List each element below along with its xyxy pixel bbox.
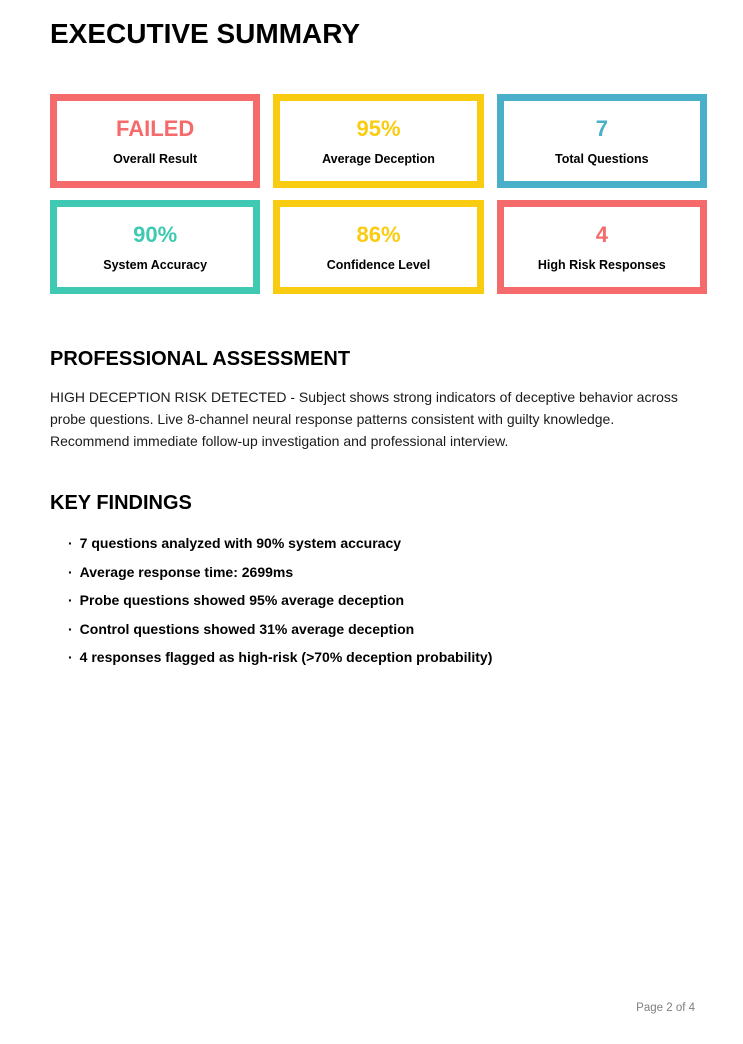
page-number: Page 2 of 4 (636, 1002, 695, 1014)
summary-card-value: 95% (356, 115, 401, 141)
finding-item (68, 649, 695, 666)
key-findings-heading: KEY FINDINGS (50, 492, 192, 515)
finding-text: 7 questions analyzed with 90% system accuracy (79, 535, 402, 552)
finding-text: Average response time: 2699ms (79, 563, 294, 580)
finding-text: 4 responses flagged as high-risk (>70% deception probability) (79, 649, 493, 666)
finding-item (68, 592, 695, 609)
finding-item (68, 535, 695, 552)
summary-card (497, 200, 707, 294)
summary-card-label: High Risk Responses (537, 257, 666, 272)
summary-card-value: 86% (356, 221, 401, 247)
key-findings-list (50, 535, 695, 666)
summary-card-label: Average Deception (322, 151, 435, 166)
summary-card-value: 4 (595, 221, 608, 247)
bullet-icon: · (68, 592, 73, 609)
summary-card-label: System Accuracy (103, 257, 208, 272)
summary-card (273, 94, 483, 188)
bullet-icon: · (68, 620, 73, 637)
summary-card-label: Total Questions (555, 151, 649, 166)
summary-cards (50, 94, 707, 294)
assessment-heading: PROFESSIONAL ASSESSMENT (50, 348, 351, 371)
page-title: EXECUTIVE SUMMARY (50, 18, 361, 49)
summary-card-value: FAILED (116, 115, 195, 141)
finding-text: Probe questions showed 95% average deception (79, 592, 405, 609)
summary-card-label: Overall Result (113, 151, 198, 166)
bullet-icon: · (68, 535, 73, 552)
finding-text: Control questions showed 31% average deception (79, 620, 415, 637)
finding-item (68, 621, 695, 638)
summary-card-value: 90% (133, 221, 178, 247)
summary-card (50, 200, 260, 294)
summary-card (273, 200, 483, 294)
summary-card (50, 94, 260, 188)
summary-card (497, 94, 707, 188)
bullet-icon: · (68, 649, 73, 666)
bullet-icon: · (68, 563, 73, 580)
summary-card-value: 7 (595, 115, 608, 141)
assessment-text: HIGH DECEPTION RISK DETECTED - Subject shows strong indicators of deceptive behavior across probe questions. Live 8-channel neural response patterns consistent with guilty knowledge. Recommend immediate follow-up investigation and professional interview. (50, 389, 678, 449)
summary-card-label: Confidence Level (326, 257, 431, 272)
finding-item (68, 564, 695, 581)
